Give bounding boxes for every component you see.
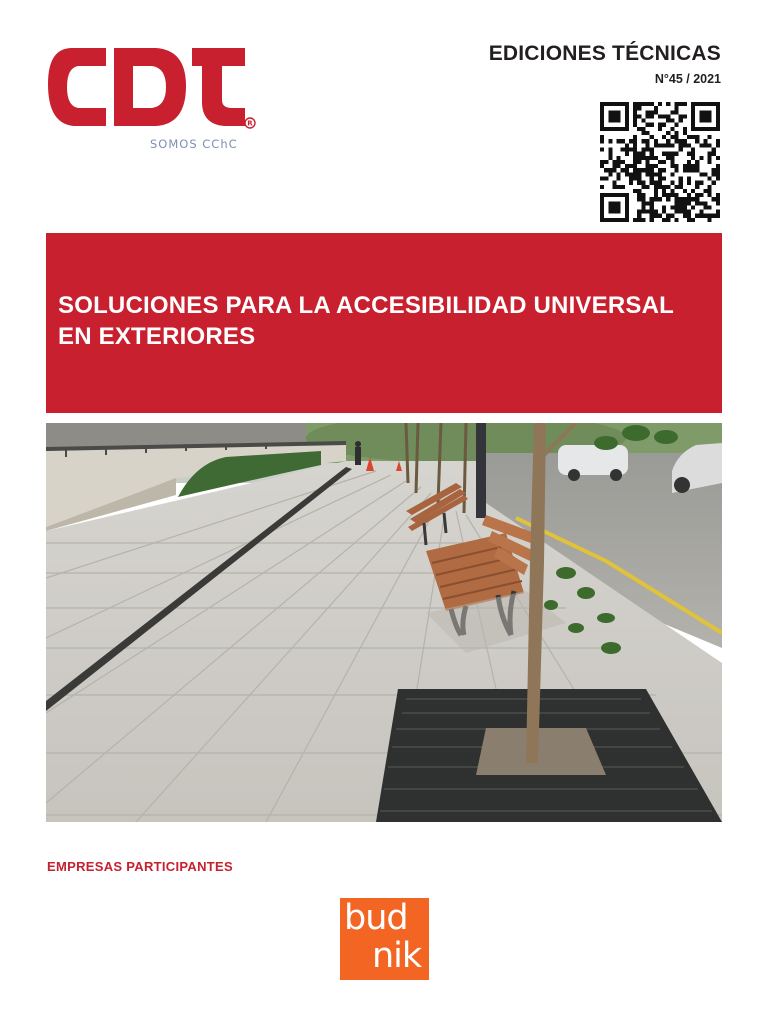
document-title: SOLUCIONES PARA LA ACCESIBILIDAD UNIVERSAL EN EXTERIORES <box>58 292 674 350</box>
series-title: EDICIONES TÉCNICAS <box>488 42 721 65</box>
participants-label: EMPRESAS PARTICIPANTES <box>47 859 233 874</box>
title-band <box>46 233 722 413</box>
qr-code-icon[interactable] <box>598 102 722 222</box>
qr-finder-pattern <box>608 201 620 213</box>
cover-photo <box>46 423 722 822</box>
budnik-logo-line1: bud <box>344 898 408 938</box>
budnik-logo-line2: nik <box>372 936 422 976</box>
logo-tagline: SOMOS CChC <box>150 137 238 151</box>
series-number: N°45 / 2021 <box>654 72 721 86</box>
qr-finder-pattern <box>699 110 711 122</box>
budnik-logo[interactable] <box>340 898 429 980</box>
qr-finder-pattern <box>608 110 620 122</box>
cdt-logo <box>44 40 259 150</box>
svg-text:R: R <box>247 119 253 128</box>
